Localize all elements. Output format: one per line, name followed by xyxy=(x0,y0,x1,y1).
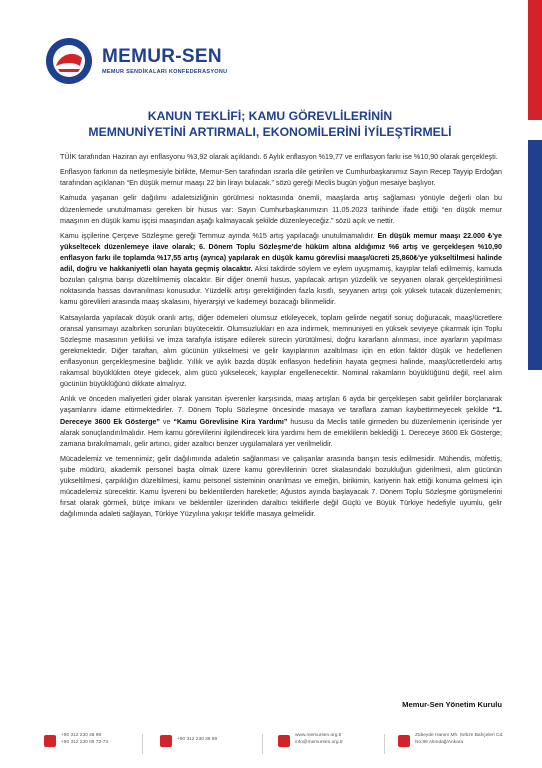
paragraph-text: Kamu işçilerine Çerçeve Sözleşme gereği Temmuz ayında %15 artış yapılacağı unutulmamalıdır. xyxy=(60,231,378,240)
paragraph-text: Enflasyon farkının da netleşmesiyle birlikte, Memur-Sen tarafından ısrarla dile getirilen ve Cumhurbaşkanımız Sayın Recep Tayyip Erdoğan tarafından açıklanan “En düşük memur maaşı 22 bin lirayı bulacak.” sözü gereği Meclis bugün yoğun mesaiye başlıyor. xyxy=(60,168,502,188)
footer-address-line-2: No:86 Altındağ/Ankara xyxy=(415,740,464,745)
paragraph-text: hususu da Meclis tatile girmeden bu düzenlemenin içerisinde yer alarak sonuçlandırılmalıdır. Hem kamu görevlilerini ilgilendirecek kira yardımı hem de emeklilerin beklediği 1. Dereceye 3600 Ek Gösterge; zamana bırakılmamalı, gelir artırıcı, gider azaltıcı benzer uygulamalara yer verilmelidir. xyxy=(60,417,502,448)
phone-icon xyxy=(44,735,56,747)
decorative-red-stripe xyxy=(528,0,542,120)
footer-address xyxy=(398,732,504,747)
footer-address-line-1: Zübeyde Hanım Mh. Sebze Bahçeleri Cd. xyxy=(415,733,504,738)
footer-email[interactable]: info@memursen.org.tr xyxy=(295,740,343,745)
body-paragraph xyxy=(60,394,502,449)
globe-icon xyxy=(278,735,290,747)
document-body xyxy=(60,152,502,525)
emphasis-text: “1. Dereceye 3600 Ek Gösterge” xyxy=(60,406,502,426)
title-line-1: KANUN TEKLİFİ; KAMU GÖREVLİLERİNİN xyxy=(147,109,393,123)
paragraph-text: Kamuda yaşanan gelir dağılımı adaletsizliğinin görülmesi noktasında önemli, maaşlarda artış sağlaması yönüyle değerli olan bu düzenlemede unutulmaması gereken bir husus var: Sayın Cumhurbaşkanımızın 11.05.2023 tarihinde ifade ettiği “en düşük memur maaşının en düşük kamu işçisi maaşından aşağı kalmayacak şekilde düzenleyeceğiz.” sözü açık ve nettir. xyxy=(60,194,502,225)
footer-fax-number: +90 312 230 39 89 xyxy=(177,737,218,742)
footer-phone xyxy=(44,732,108,747)
body-paragraph xyxy=(60,454,502,521)
body-paragraph xyxy=(60,313,502,391)
footer-divider xyxy=(142,734,143,754)
paragraph-text: Katsayılarda yapılacak düşük oranlı artış, diğer ödemeleri olumsuz etkileyecek, toplam gelirde negatif sonuç doğuracak, maaş/ücretlere oransal yansımayı azaltırken sorunları büyütecektir. Olumsuzlukları en aza indirmek, memnuniyeti en yüksek seviyeye çıkarmak için Toplu Sözleşme masasının yetkilisi ve imza tarafıyla istişare edilerek sürecin yürütülmesi, doğru kararların alınması, ince ayarların yapılması gerekmektedir. Diğer taraftan, alım gücünün yükselmesi ve gelir kayıplarının azaltılması için en etkin faktör düşük ve hedeflenen enflasyonun gerçekleşmesine bağlıdır. Yıllık ve aylık bazda düşük enflasyon hedefinin hayata geçmesi halinde, maaş/ücretlerdeki artış rakamsal büyüklükten öteye gidecek, alım gücü yükselecek, kayıplar engellenecektir. Nominal rakamların büyüklüğünü değil, reel alım gücünün büyüklüğünü dikkate almalıyız. xyxy=(60,313,502,389)
letterhead xyxy=(44,36,227,86)
fax-icon xyxy=(160,735,172,747)
signature: Memur-Sen Yönetim Kurulu xyxy=(402,700,502,709)
body-paragraph xyxy=(60,167,502,189)
paragraph-text: Mücadelemiz ve temennimiz; gelir dağılımında adaletin sağlanması ve çalışanlar arasında barışın tesis edilmesidir. Mühendis, müfettiş, şube müdürü, akademik personel başta olmak üzere kamu görevlilerinin ücret skalasındaki bozukluğun giderilmesi, alım gücünün yükseltilmesi, çarpıklığın düzeltilmesi, kamu personel sisteminin onarılması ve emeğin, birikimin, kariyerin hak ettiği konuma gelmesi için mücadelemiz sürecektir. Kamu İşvereni bu beklentilerden hareketle; Ağustos ayında başlayacak 7. Dönem Toplu Sözleşme görüşmelerini fırsat olarak görmeli, bütçe imkanı ve beklentiler üzerinden daraltıcı tekliflerle değil Güçlü ve Büyük Türkiye hedefiyle uyumlu, gelir dağılımında adaleti sağlayan, Türkiye Yüzyılına yakışır teklifle masaya gelmelidir. xyxy=(60,454,502,519)
location-pin-icon xyxy=(398,735,410,747)
body-paragraph xyxy=(60,152,502,163)
footer-divider xyxy=(262,734,263,754)
paragraph-text: ve xyxy=(159,417,174,426)
decorative-blue-stripe xyxy=(528,140,542,370)
emphasis-text: “Kamu Görevlisine Kira Yardımı” xyxy=(173,417,288,426)
footer-web xyxy=(278,732,343,747)
footer-phone-1: +90 312 230 48 98 xyxy=(61,733,102,738)
emphasis-text: En düşük memur maaşı 22.000 ₺'ye yükseltecek düzenlemeye ilave olarak; 6. Dönem Toplu Sözleşme'de hüküm altına aldığımız %6 artış ve gerçekleşen %10,90 enflasyon farkı ile toplamda %17,55 artış (ayrıca) yapılarak en düşük kamu görevlisi maaşı/ücreti 25,860₺'ye yükseltilmesi halinde adil, doğru ve hakkaniyetli olan hayata geçmiş olacaktır. xyxy=(60,231,502,274)
footer-website[interactable]: www.memursen.org.tr xyxy=(295,733,342,738)
paragraph-text: Anlık ve önceden maliyetleri gider olarak yansıtan işverenler karşısında, maaş artışları 6 ayda bir gerçekleşen sabit gelirliler borçlanarak yaşamlarını idame ettirmektedirler. 7. Dönem Toplu Sözleşme öncesinde masaya ve taraflara zaman kaybettirmeyecek şekilde xyxy=(60,395,502,415)
memur-sen-logo-icon xyxy=(44,36,94,86)
title-line-2: MEMNUNİYETİNİ ARTIRMALI, EKONOMİLERİNİ İYİLEŞTİRMELİ xyxy=(88,125,452,139)
paragraph-text: TÜİK tarafından Haziran ayı enflasyonu %3,92 olarak açıklandı. 6 Aylık enflasyon %19,77 ve enflasyon farkı ise %10,90 olarak gerçekleşti. xyxy=(60,153,498,161)
footer-phone-2: +90 312 230 09 72-73 xyxy=(61,740,109,745)
paragraph-text: Aksi takdirde söylem ve eylem uyuşmamış, kayıplar telafi edilmemiş, kamuda bozulan çalışma barışı düzeltilmemiş olacaktır. Bir diğer önemli husus, yapılacak artışın yüzdelik ve seyyanen olarak gerçekleştirilmesi noktasında hassas davranılması konusudur. Yüzdelik artışı gerektiğinden fazla kısıtlı, seyyanen artışı çok yüksek tutacak düzenlemenin; kamu görevlileri arasında maaş skalasını, hiyerarşiyi ve kademeyi bozacağı bilinmelidir. xyxy=(60,265,502,307)
body-paragraph xyxy=(60,193,502,226)
footer xyxy=(0,730,528,760)
document-title xyxy=(60,108,480,140)
brand-subtitle: MEMUR SENDİKALARI KONFEDERASYONU xyxy=(102,69,228,75)
body-paragraph xyxy=(60,231,502,309)
brand-name: MEMUR-SEN xyxy=(102,46,222,67)
footer-fax xyxy=(160,732,217,747)
footer-divider xyxy=(384,734,385,754)
